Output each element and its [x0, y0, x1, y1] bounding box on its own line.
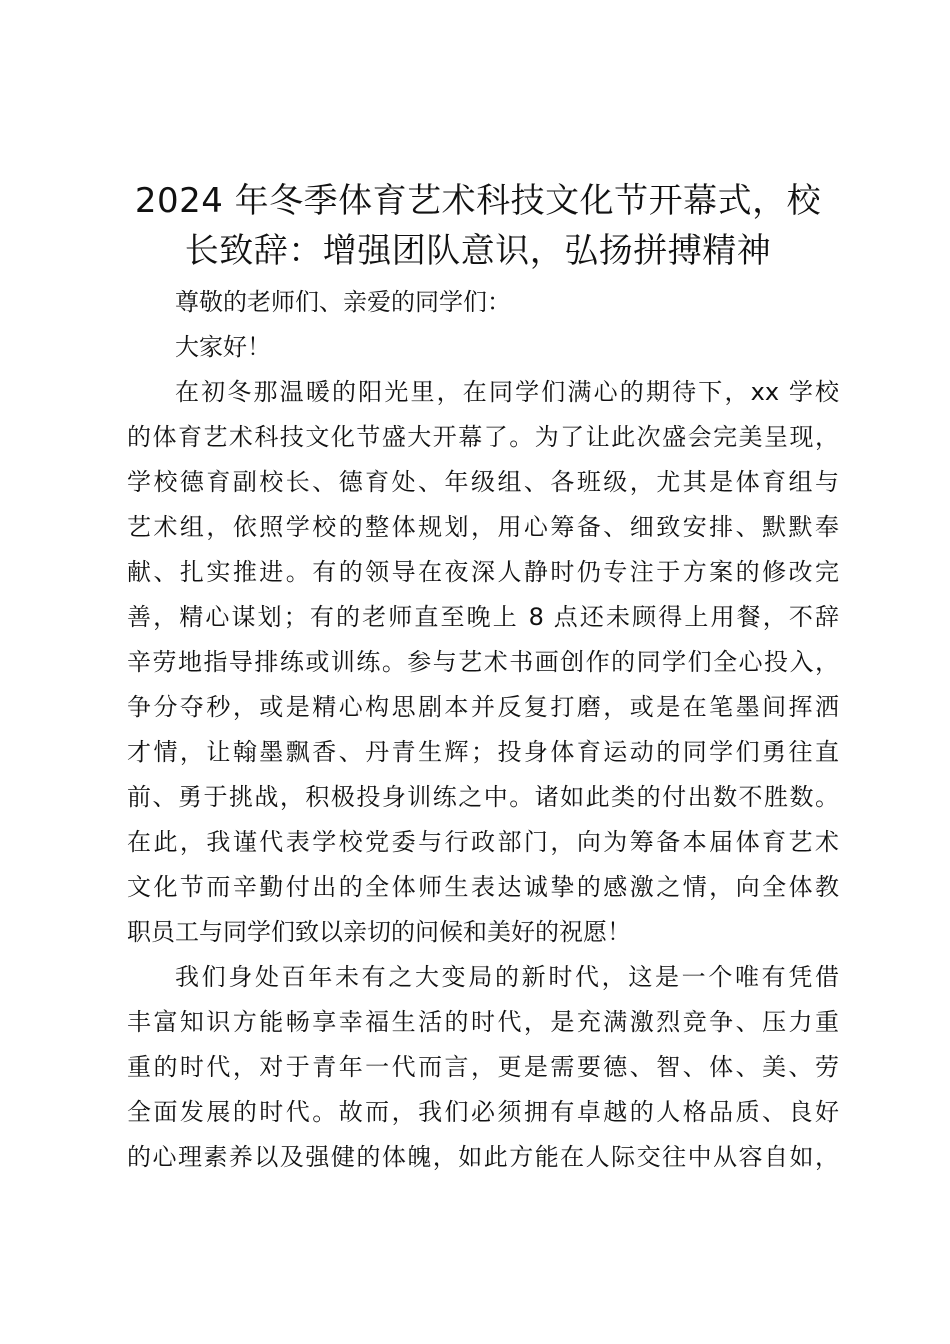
text-line: 我们身处百年未有之大变局的新时代，这是一个唯有凭借	[175, 963, 839, 991]
text-line: 艺术组，依照学校的整体规划，用心筹备、细致安排、默默奉	[127, 513, 839, 541]
text-line: 全面发展的时代。故而，我们必须拥有卓越的人格品质、良好	[127, 1098, 839, 1126]
document-body	[127, 280, 839, 1180]
text-line: 重的时代，对于青年一代而言，更是需要德、智、体、美、劳	[127, 1053, 839, 1081]
text-line: 学校德育副校长、德育处、年级组、各班级，尤其是体育组与	[127, 468, 839, 496]
text-line: 的体育艺术科技文化节盛大开幕了。为了让此次盛会完美呈现，	[127, 423, 839, 451]
document-title	[120, 176, 836, 276]
text-line: 大家好！	[175, 333, 271, 361]
title-line: 长致辞：增强团队意识，弘扬拼搏精神	[184, 231, 772, 271]
text-line: 献、扎实推进。有的领导在夜深人静时仍专注于方案的修改完	[127, 558, 839, 586]
title-line: 2024 年冬季体育艺术科技文化节开幕式，校	[134, 181, 822, 221]
text-line: 在此，我谨代表学校党委与行政部门，向为筹备本届体育艺术	[127, 828, 839, 856]
greeting-paragraph	[127, 325, 839, 370]
text-line: 职员工与同学们致以亲切的问候和美好的祝愿！	[127, 918, 631, 946]
text-line: 文化节而辛勤付出的全体师生表达诚挚的感激之情，向全体教	[127, 873, 839, 901]
text-line: 的心理素养以及强健的体魄，如此方能在人际交往中从容自如，	[127, 1143, 839, 1171]
text-line: 辛劳地指导排练或训练。参与艺术书画创作的同学们全心投入，	[127, 648, 839, 676]
text-line: 尊敬的老师们、亲爱的同学们：	[175, 288, 511, 316]
body-paragraph	[127, 955, 839, 1180]
text-line: 争分夺秒，或是精心构思剧本并反复打磨，或是在笔墨间挥洒	[127, 693, 839, 721]
body-paragraph	[127, 370, 839, 955]
salutation-paragraph	[127, 280, 839, 325]
text-line: 丰富知识方能畅享幸福生活的时代，是充满激烈竞争、压力重	[127, 1008, 839, 1036]
text-line: 善，精心谋划；有的老师直至晚上 8 点还未顾得上用餐，不辞	[127, 603, 839, 631]
text-line: 在初冬那温暖的阳光里，在同学们满心的期待下，xx 学校	[175, 378, 839, 406]
text-line: 前、勇于挑战，积极投身训练之中。诸如此类的付出数不胜数。	[127, 783, 839, 811]
text-line: 才情，让翰墨飘香、丹青生辉；投身体育运动的同学们勇往直	[127, 738, 839, 766]
